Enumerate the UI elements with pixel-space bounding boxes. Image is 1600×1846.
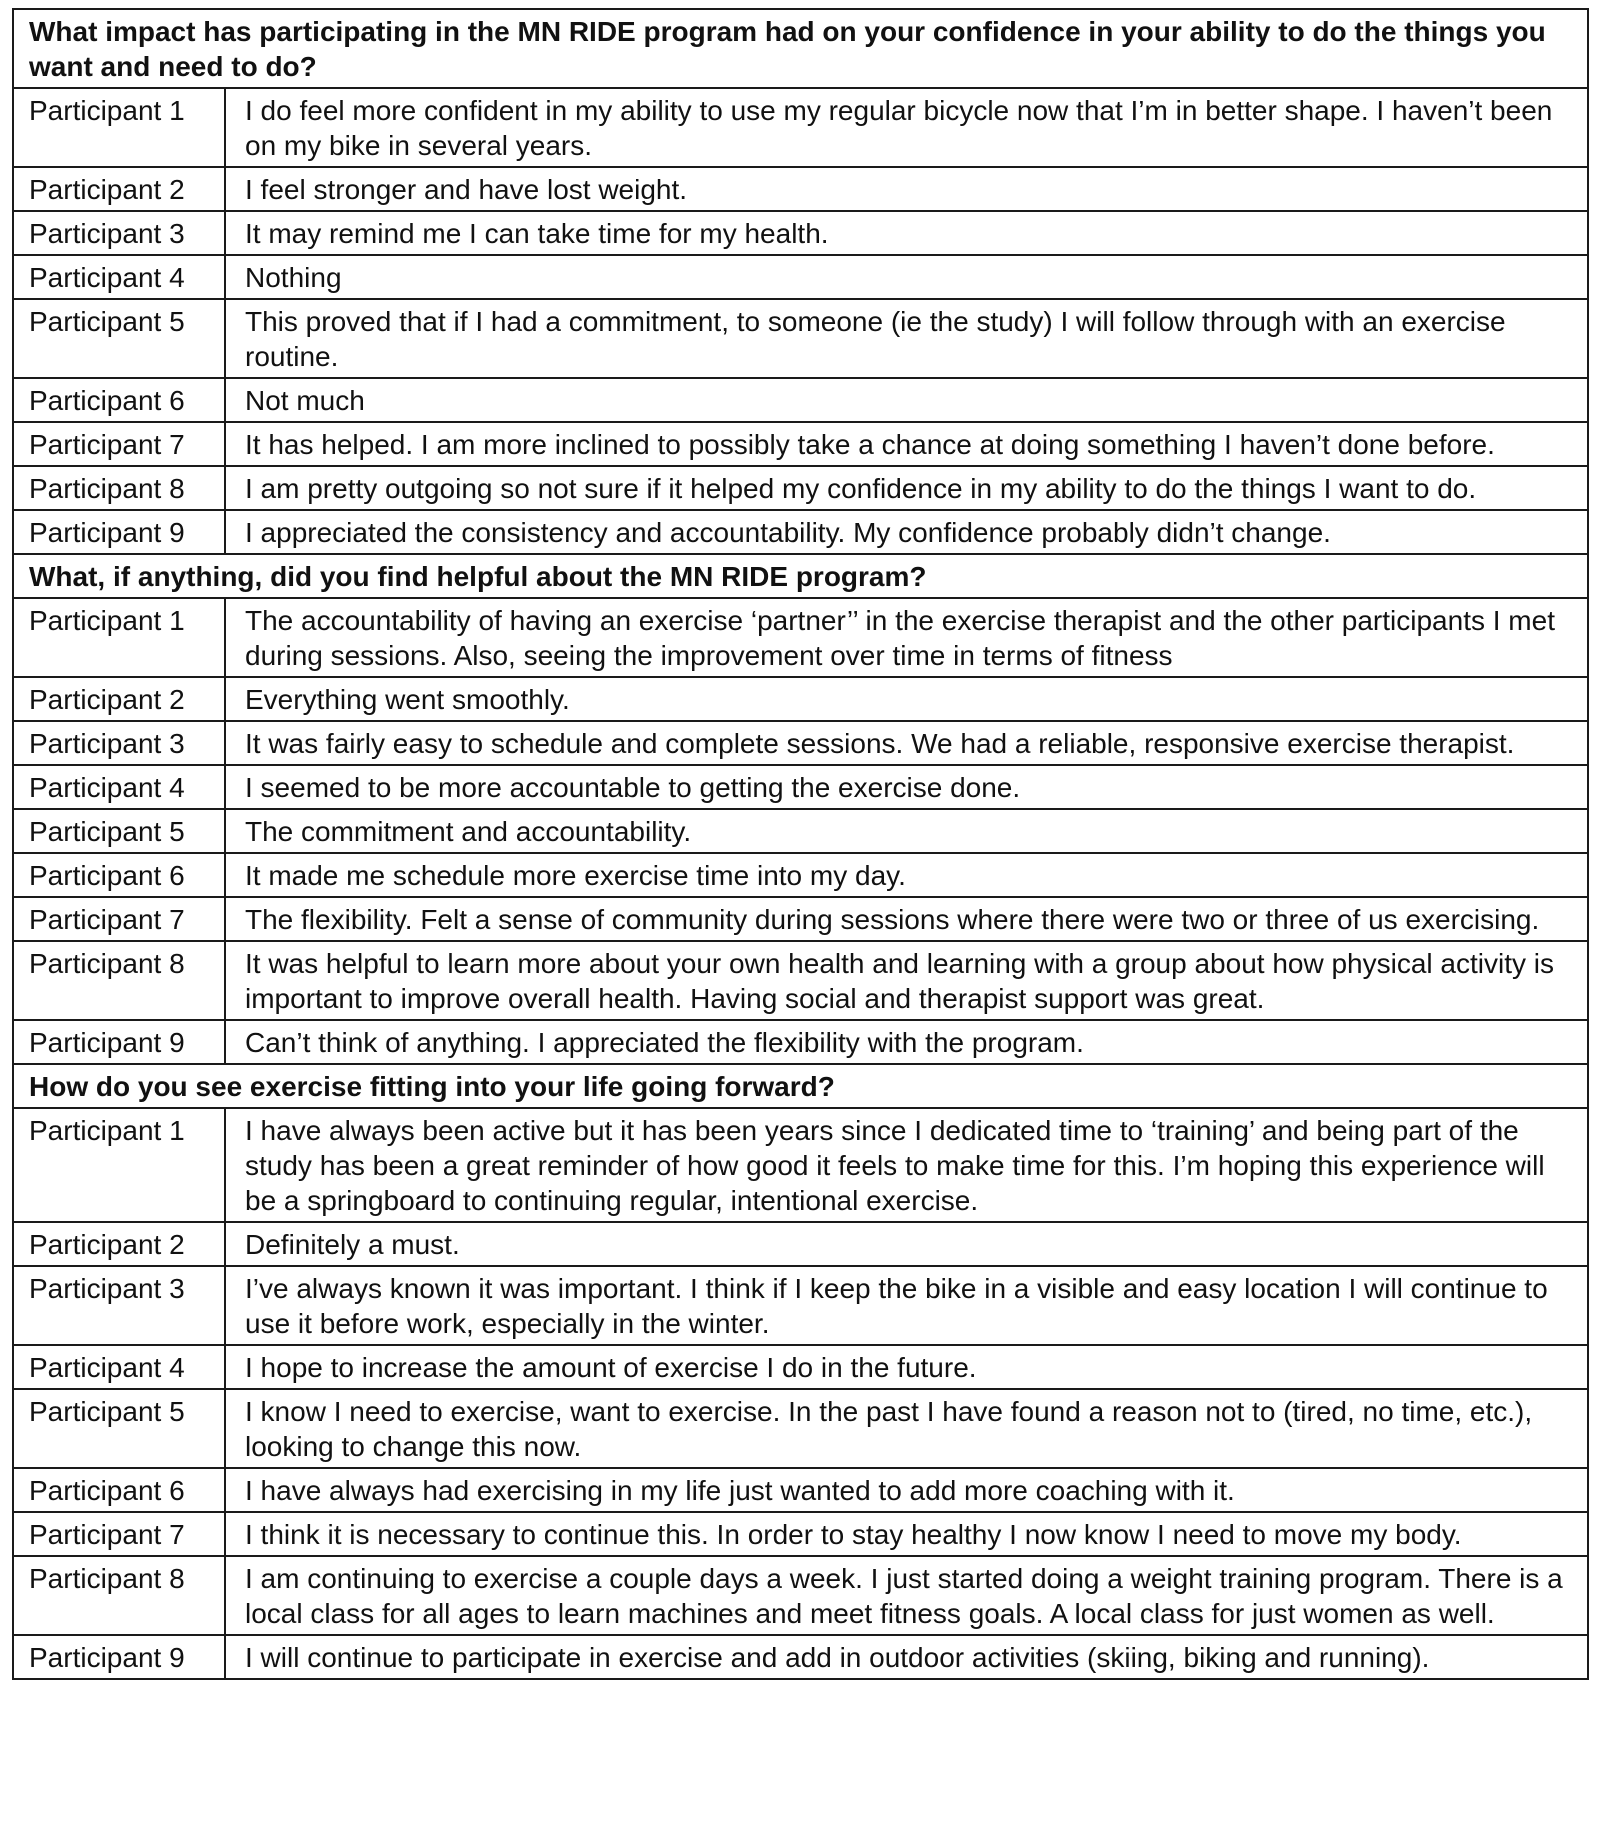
question-row [13,9,1588,88]
table-row [13,853,1588,897]
table-row [13,1556,1588,1635]
question-heading: What, if anything, did you find helpful about the MN RIDE program? [13,554,1588,598]
table-row [13,941,1588,1020]
participant-label: Participant 6 [13,1468,225,1512]
table-row [13,1345,1588,1389]
response-text: I appreciated the consistency and accountability. My confidence probably didn’t change. [225,510,1588,554]
participant-label: Participant 2 [13,167,225,211]
participant-label: Participant 6 [13,378,225,422]
response-text: I feel stronger and have lost weight. [225,167,1588,211]
table-row [13,721,1588,765]
table-row [13,765,1588,809]
response-text: I seemed to be more accountable to getting the exercise done. [225,765,1588,809]
participant-label: Participant 8 [13,466,225,510]
response-text: It made me schedule more exercise time into my day. [225,853,1588,897]
table-row [13,255,1588,299]
participant-label: Participant 1 [13,1108,225,1222]
table-row [13,167,1588,211]
participant-label: Participant 2 [13,677,225,721]
table-row [13,1635,1588,1679]
response-text: Definitely a must. [225,1222,1588,1266]
table-row [13,1020,1588,1064]
table-row [13,378,1588,422]
participant-label: Participant 5 [13,809,225,853]
table-row [13,897,1588,941]
response-text: I hope to increase the amount of exercise I do in the future. [225,1345,1588,1389]
response-text: I will continue to participate in exercise and add in outdoor activities (skiing, biking and running). [225,1635,1588,1679]
response-text: Everything went smoothly. [225,677,1588,721]
participant-label: Participant 5 [13,1389,225,1468]
response-text: Not much [225,378,1588,422]
participant-label: Participant 2 [13,1222,225,1266]
response-text: I know I need to exercise, want to exercise. In the past I have found a reason not to (tired, no time, etc.), looking to change this now. [225,1389,1588,1468]
response-text: This proved that if I had a commitment, to someone (ie the study) I will follow through with an exercise routine. [225,299,1588,378]
response-text: I am pretty outgoing so not sure if it helped my confidence in my ability to do the things I want to do. [225,466,1588,510]
response-text: Nothing [225,255,1588,299]
participant-label: Participant 8 [13,941,225,1020]
response-text: The accountability of having an exercise ‘partner’’ in the exercise therapist and the other participants I met during sessions. Also, seeing the improvement over time in terms of fitness [225,598,1588,677]
participant-label: Participant 7 [13,1512,225,1556]
response-text: I think it is necessary to continue this. In order to stay healthy I now know I need to move my body. [225,1512,1588,1556]
participant-label: Participant 3 [13,211,225,255]
responses-table-body [13,9,1588,1679]
table-row [13,422,1588,466]
response-text: The commitment and accountability. [225,809,1588,853]
participant-label: Participant 1 [13,598,225,677]
participant-label: Participant 9 [13,1020,225,1064]
response-text: It may remind me I can take time for my health. [225,211,1588,255]
participant-label: Participant 8 [13,1556,225,1635]
question-heading: How do you see exercise fitting into your life going forward? [13,1064,1588,1108]
table-row [13,466,1588,510]
response-text: I have always had exercising in my life just wanted to add more coaching with it. [225,1468,1588,1512]
response-text: Can’t think of anything. I appreciated the flexibility with the program. [225,1020,1588,1064]
response-text: It was helpful to learn more about your own health and learning with a group about how physical activity is important to improve overall health. Having social and therapist support was great. [225,941,1588,1020]
response-text: I’ve always known it was important. I think if I keep the bike in a visible and easy location I will continue to use it before work, especially in the winter. [225,1266,1588,1345]
participant-label: Participant 4 [13,255,225,299]
table-row [13,211,1588,255]
participant-label: Participant 4 [13,1345,225,1389]
participant-label: Participant 5 [13,299,225,378]
question-heading: What impact has participating in the MN RIDE program had on your confidence in your ability to do the things you want and need to do? [13,9,1588,88]
response-text: It has helped. I am more inclined to possibly take a chance at doing something I haven’t done before. [225,422,1588,466]
question-row [13,554,1588,598]
participant-label: Participant 7 [13,897,225,941]
participant-label: Participant 3 [13,721,225,765]
question-row [13,1064,1588,1108]
response-text: I do feel more confident in my ability to use my regular bicycle now that I’m in better shape. I haven’t been on my bike in several years. [225,88,1588,167]
participant-label: Participant 3 [13,1266,225,1345]
response-text: It was fairly easy to schedule and complete sessions. We had a reliable, responsive exercise therapist. [225,721,1588,765]
response-text: I am continuing to exercise a couple days a week. I just started doing a weight training program. There is a local class for all ages to learn machines and meet fitness goals. A local class for just women as well. [225,1556,1588,1635]
response-text: The flexibility. Felt a sense of community during sessions where there were two or three of us exercising. [225,897,1588,941]
participant-label: Participant 7 [13,422,225,466]
table-row [13,510,1588,554]
table-row [13,1468,1588,1512]
responses-table [12,8,1589,1680]
table-row [13,598,1588,677]
participant-label: Participant 9 [13,510,225,554]
participant-label: Participant 4 [13,765,225,809]
table-row [13,1222,1588,1266]
table-row [13,88,1588,167]
table-row [13,1389,1588,1468]
table-row [13,299,1588,378]
table-row [13,1266,1588,1345]
participant-label: Participant 9 [13,1635,225,1679]
response-text: I have always been active but it has been years since I dedicated time to ‘training’ and being part of the study has been a great reminder of how good it feels to make time for this. I’m hoping this experience will be a springboard to continuing regular, intentional exercise. [225,1108,1588,1222]
table-row [13,677,1588,721]
table-row [13,809,1588,853]
table-row [13,1108,1588,1222]
table-row [13,1512,1588,1556]
participant-label: Participant 6 [13,853,225,897]
participant-label: Participant 1 [13,88,225,167]
